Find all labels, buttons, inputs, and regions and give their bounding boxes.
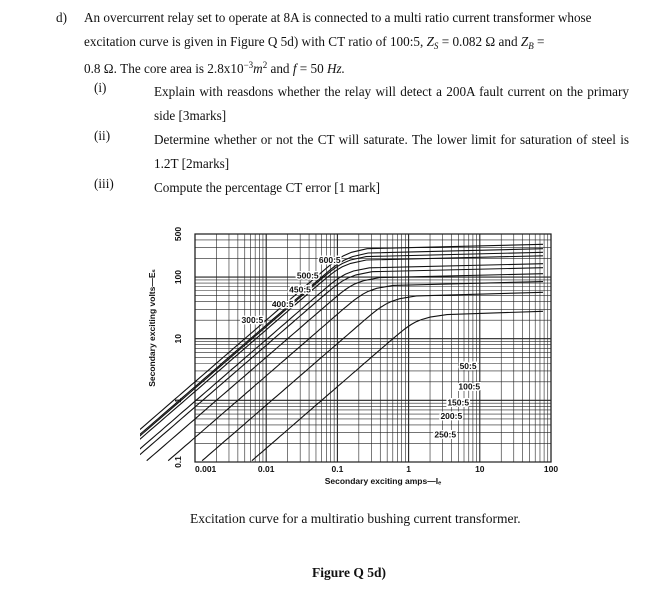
- x-tick-label: 10: [475, 464, 485, 474]
- series-label-300-5: 300:5: [241, 314, 264, 325]
- series-label-200-5: 200:5: [440, 410, 463, 421]
- y-tick-label: 100: [173, 269, 183, 285]
- series-label-400-5: 400:5: [271, 298, 294, 309]
- question-line-3: 0.8 Ω. The core area is $2.8x10^{-3}m^2$ and f = 50 Hz.: [84, 60, 345, 76]
- series-label-250-5: 250:5: [434, 429, 457, 440]
- subquestion-ii: (ii) Determine whether or not the CT will saturate. The lower limit for saturation of steel is 1.2T [2marks]: [94, 128, 629, 171]
- question-line-2: excitation curve is given in Figure Q 5d) with CT ratio of 100:5, $Z_S = 0.082$ Ω and $Z_B$ =: [84, 34, 545, 51]
- excitation-curve-chart: [140, 222, 570, 497]
- question-line-1: An overcurrent relay set to operate at 8A is connected to a multi ratio current transformer whose: [84, 10, 592, 25]
- x-tick-label: 0.001: [195, 464, 217, 474]
- series-label-500-5: 500:5: [296, 270, 319, 281]
- x-tick-label: 100: [543, 464, 559, 474]
- f-symbol: f: [292, 61, 297, 76]
- series-label-100-5: 100:5: [458, 381, 481, 392]
- zs-symbol: Z: [426, 34, 434, 49]
- y-tick-label: 10: [173, 333, 183, 344]
- zb-symbol: Z: [520, 34, 529, 49]
- y-axis-label: Secondary exciting volts—Eₛ: [147, 269, 157, 387]
- question-label: d): [56, 10, 67, 25]
- series-label-150-5: 150:5: [447, 397, 470, 408]
- subquestion-i: (i) Explain with reasdons whether the relay will detect a 200A fault current on the primary side [3marks]: [94, 80, 629, 123]
- series-curve-250-5: [140, 268, 543, 461]
- chart-labels: [147, 255, 480, 486]
- x-tick-label: 0.1: [331, 464, 344, 474]
- series-curve-500-5: [140, 249, 543, 461]
- series-label-50-5: 50:5: [459, 361, 477, 372]
- x-tick-label: 1: [406, 464, 411, 474]
- subquestion-iii: (iii) Compute the percentage CT error [1 mark]: [94, 176, 381, 195]
- x-tick-label: 0.01: [257, 464, 275, 474]
- y-tick-label: 500: [173, 226, 183, 242]
- figure-label: Figure Q 5d): [312, 565, 386, 580]
- x-axis-label: Secondary exciting amps—Iₑ: [324, 476, 442, 486]
- series-label-450-5: 450:5: [289, 284, 311, 295]
- series-label-600-5: 600:5: [318, 254, 341, 265]
- figure-caption: Excitation curve for a multiratio bushing current transformer.: [190, 511, 521, 526]
- y-tick-label: 0.1: [173, 456, 183, 468]
- y-tick-label: 1: [173, 397, 183, 403]
